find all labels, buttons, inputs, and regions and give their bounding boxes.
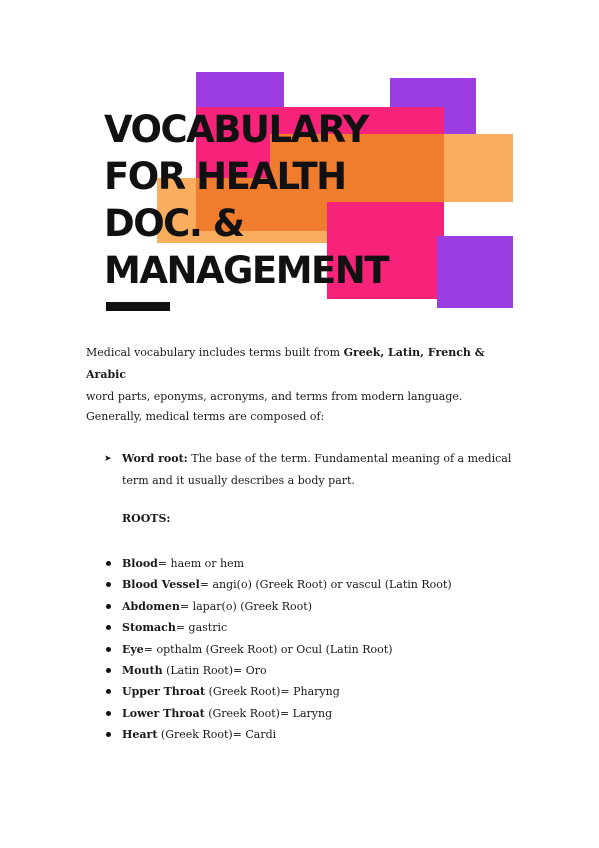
cover-title bbox=[104, 106, 388, 294]
bullet-icon bbox=[106, 732, 111, 737]
list-item bbox=[104, 596, 452, 617]
title-line: VOCABULARY bbox=[104, 108, 368, 151]
bullet-icon bbox=[106, 561, 111, 566]
root-term: Heart bbox=[122, 728, 158, 742]
root-term: Lower Throat bbox=[122, 706, 205, 720]
bullet-icon bbox=[106, 625, 111, 630]
list-item bbox=[104, 703, 452, 724]
title-line: MANAGEMENT bbox=[104, 249, 388, 292]
title-line: FOR HEALTH bbox=[104, 155, 346, 198]
bullet-icon bbox=[106, 582, 111, 587]
root-definition: (Greek Root)= Pharyng bbox=[205, 685, 340, 699]
root-term: Upper Throat bbox=[122, 685, 206, 699]
root-term: Blood Vessel bbox=[122, 578, 200, 592]
intro-suffix: word parts, eponyms, acronyms, and terms from modern language. bbox=[86, 390, 463, 403]
bullet-icon bbox=[106, 689, 111, 694]
root-definition: = gastric bbox=[175, 621, 228, 635]
bullet-icon bbox=[106, 668, 111, 673]
roots-list bbox=[104, 553, 452, 746]
root-term: Eye bbox=[122, 642, 144, 656]
purple-block-bottom-right bbox=[437, 236, 513, 308]
arrow-bullet-icon: ➤ bbox=[104, 454, 112, 464]
intro-paragraph bbox=[86, 342, 526, 408]
intro-languages: Greek, Latin, French & Arabic bbox=[86, 346, 485, 381]
bullet-icon bbox=[106, 647, 111, 652]
intro-prefix: Medical vocabulary includes terms built from bbox=[86, 346, 344, 359]
root-definition: = lapar(o) (Greek Root) bbox=[179, 599, 312, 613]
list-item bbox=[104, 639, 452, 660]
bullet-icon bbox=[106, 711, 111, 716]
list-item bbox=[104, 660, 452, 681]
title-line: DOC. & bbox=[104, 202, 244, 245]
bullet-icon bbox=[106, 604, 111, 609]
roots-heading: ROOTS: bbox=[122, 512, 171, 525]
root-term: Stomach bbox=[122, 621, 176, 635]
root-term: Blood bbox=[122, 557, 158, 570]
root-definition: (Greek Root)= Laryng bbox=[204, 706, 333, 720]
cover-graphic bbox=[0, 0, 599, 320]
list-item bbox=[104, 574, 452, 595]
root-term: Mouth bbox=[122, 664, 163, 678]
list-item bbox=[104, 681, 452, 702]
title-underline-bar bbox=[106, 302, 170, 311]
root-definition: = haem or hem bbox=[157, 557, 245, 570]
list-item bbox=[104, 553, 452, 574]
root-definition: (Latin Root)= Oro bbox=[162, 664, 267, 678]
list-item bbox=[104, 617, 452, 638]
root-definition: (Greek Root)= Cardi bbox=[157, 728, 277, 742]
word-root-item bbox=[104, 448, 524, 492]
general-paragraph: Generally, medical terms are composed of: bbox=[86, 410, 325, 423]
root-definition: = angi(o) (Greek Root) or vascul (Latin Root) bbox=[199, 578, 452, 592]
root-definition: = opthalm (Greek Root) or Ocul (Latin Root) bbox=[143, 642, 393, 656]
word-root-label: Word root: bbox=[122, 452, 188, 465]
list-item bbox=[104, 724, 452, 745]
root-term: Abdomen bbox=[122, 599, 180, 613]
word-root-text: The base of the term. Fundamental meaning of a medical term and it usually describes a body part. bbox=[122, 452, 512, 487]
